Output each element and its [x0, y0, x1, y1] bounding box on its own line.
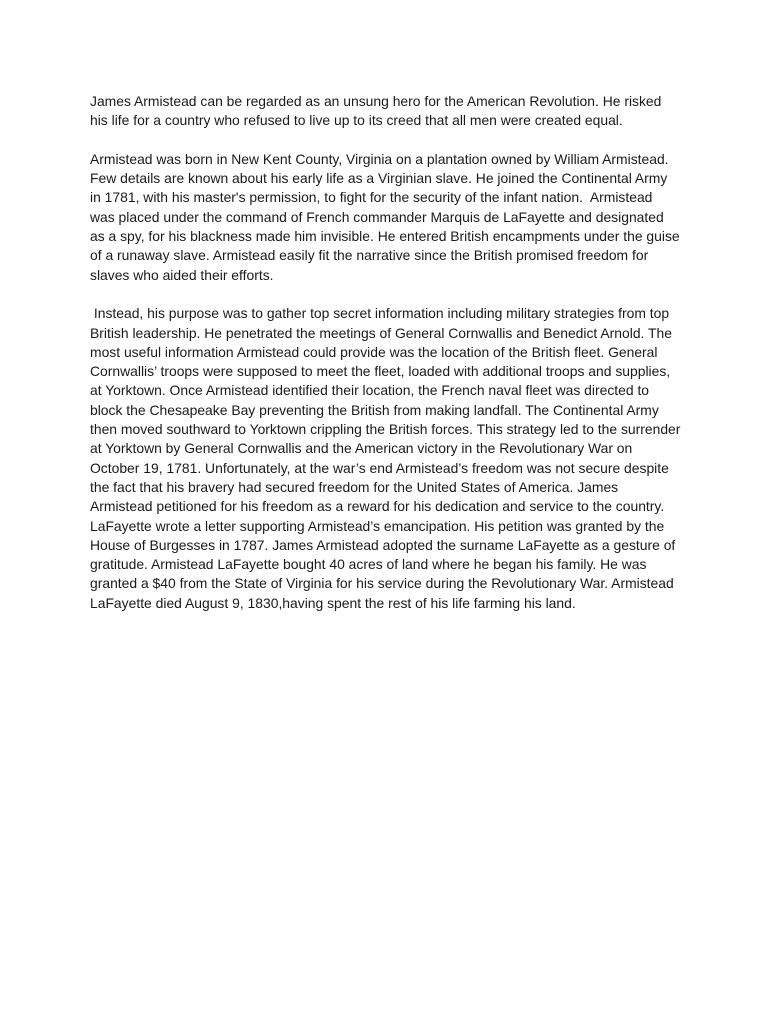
text-line: Few details are known about his early life as a Virginian slave. He joined the Continental Army: [90, 170, 668, 187]
text-line: the fact that his bravery had secured freedom for the United States of America. James: [90, 478, 619, 495]
text-line: as a spy, for his blackness made him invisible. He entered British encampments under the guise: [90, 228, 680, 245]
text-line: House of Burgesses in 1787. James Armistead adopted the surname LaFayette as a gesture of: [90, 536, 676, 553]
text-line: his life for a country who refused to live up to its creed that all men were created equal.: [90, 112, 623, 129]
text-line: was placed under the command of French commander Marquis de LaFayette and designated: [90, 208, 664, 225]
text-line: LaFayette wrote a letter supporting Armistead’s emancipation. His petition was granted by the: [90, 517, 665, 534]
text-line: block the Chesapeake Bay preventing the British from making landfall. The Continental Army: [90, 401, 659, 418]
paragraph-early-life: [90, 150, 682, 285]
paragraph-spy-work: [90, 304, 682, 613]
text-line: at Yorktown. Once Armistead identified their location, the French naval fleet was directed to: [90, 382, 650, 399]
text-line: Instead, his purpose was to gather top secret information including military strategies from top: [90, 305, 670, 322]
paragraph-intro: [90, 92, 682, 131]
text-line: October 19, 1781. Unfortunately, at the war’s end Armistead’s freedom was not secure despite: [90, 459, 669, 476]
text-line: then moved southward to Yorktown crippling the British forces. This strategy led to the surrender: [90, 421, 681, 438]
text-line: of a runaway slave. Armistead easily fit the narrative since the British promised freedom for: [90, 247, 649, 264]
text-line: gratitude. Armistead LaFayette bought 40 acres of land where he began his family. He was: [90, 556, 647, 573]
text-line: slaves who aided their efforts.: [90, 266, 274, 283]
text-line: James Armistead can be regarded as an unsung hero for the American Revolution. He risked: [90, 93, 662, 109]
text-line: British leadership. He penetrated the meetings of General Cornwallis and Benedict Arnold. The: [90, 324, 672, 341]
text-line: LaFayette died August 9, 1830,having spent the rest of his life farming his land.: [90, 594, 576, 611]
text-line: most useful information Armistead could provide was the location of the British fleet. General: [90, 343, 658, 360]
text-line: Armistead petitioned for his freedom as a reward for his dedication and service to the country.: [90, 498, 665, 515]
text-line: in 1781, with his master's permission, to fight for the security of the infant nation. Armistead: [90, 189, 653, 206]
text-line: Armistead was born in New Kent County, Virginia on a plantation owned by William Armistead.: [90, 150, 669, 167]
text-line: granted a $40 from the State of Virginia for his service during the Revolutionary War. Armistead: [90, 575, 674, 592]
text-line: at Yorktown by General Cornwallis and the American victory in the Revolutionary War on: [90, 440, 633, 457]
text-line: Cornwallis’ troops were supposed to meet the fleet, loaded with additional troops and supplies,: [90, 363, 671, 380]
document-body: [90, 92, 682, 632]
